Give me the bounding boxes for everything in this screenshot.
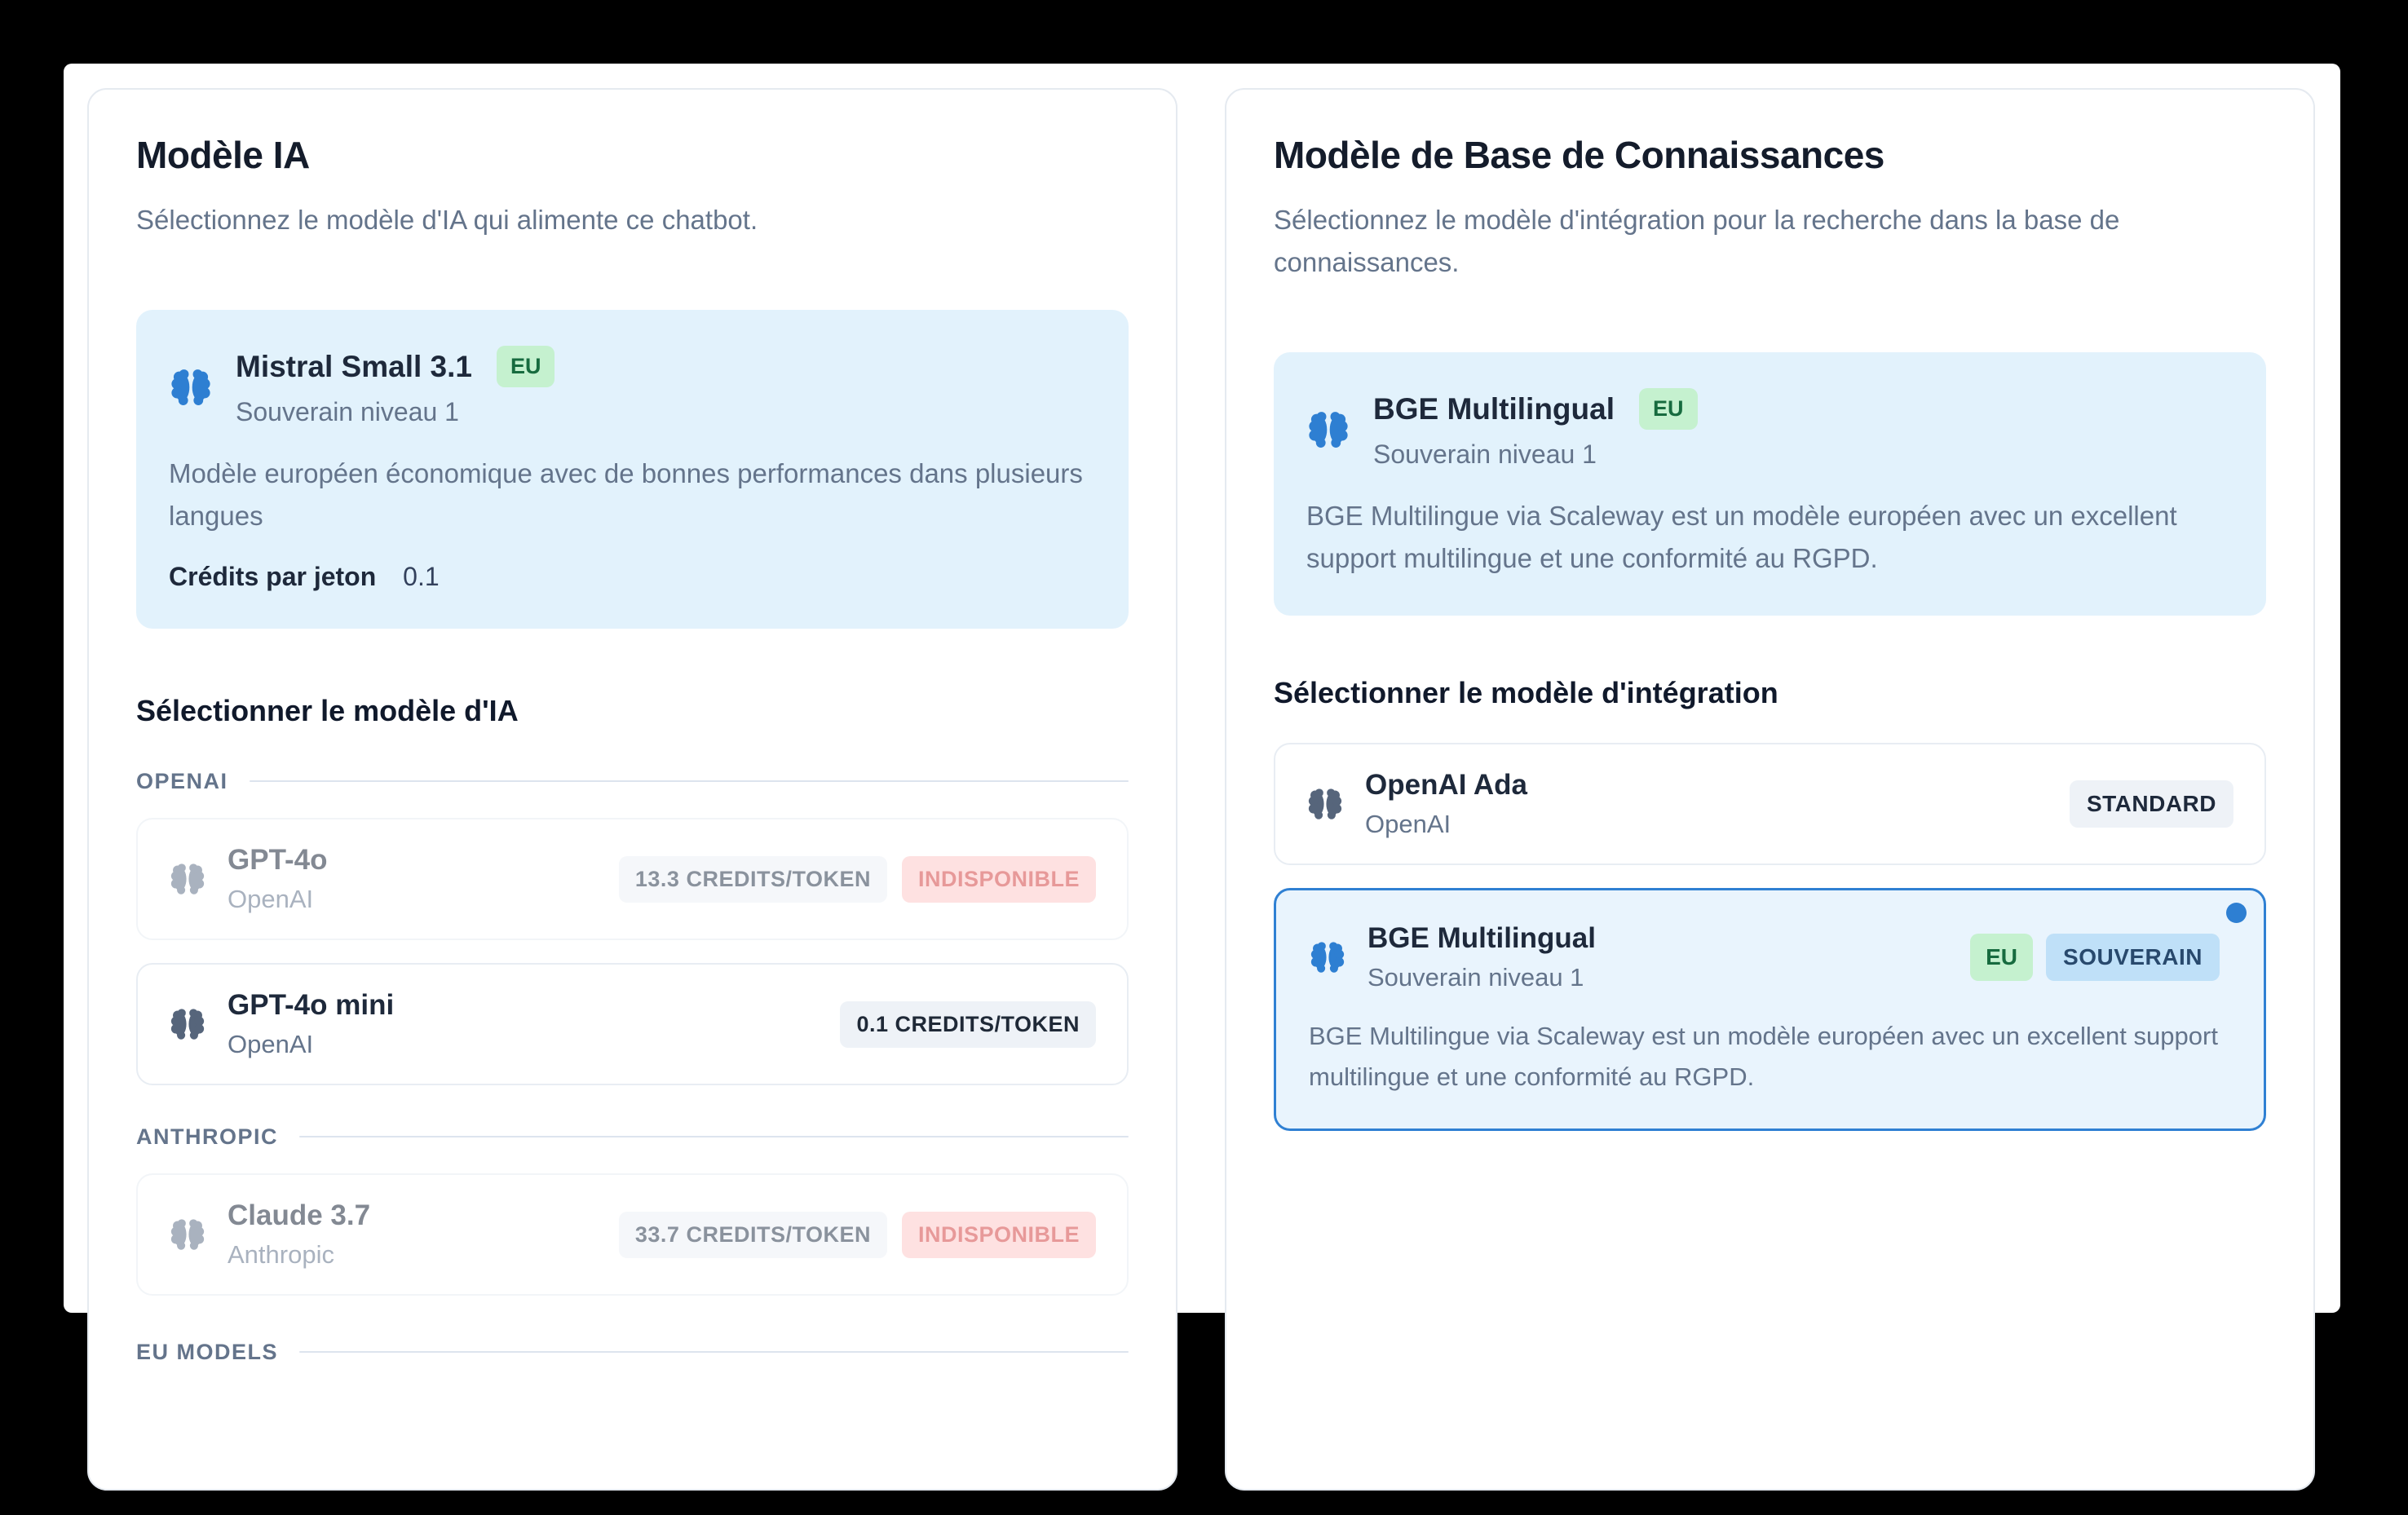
- credits-per-token-value: 0.1: [403, 562, 440, 591]
- section-divider: [250, 780, 1129, 782]
- model-name: Claude 3.7: [228, 1199, 371, 1231]
- brain-icon: [169, 1216, 206, 1253]
- ai-panel-title: Modèle IA: [136, 134, 310, 176]
- unavailable-badge: INDISPONIBLE: [902, 1212, 1096, 1258]
- credits-badge: 33.7 CREDITS/TOKEN: [619, 1212, 887, 1258]
- brain-icon: [169, 365, 213, 409]
- model-provider: Anthropic: [228, 1240, 334, 1269]
- kb-panel-subtitle: Sélectionnez le modèle d'intégration pour la recherche dans la base de connaissances.: [1274, 205, 2120, 277]
- model-option-claude-3-7[interactable]: [136, 1173, 1129, 1296]
- section-label: OPENAI: [136, 768, 228, 793]
- brain-icon: [1309, 939, 1346, 976]
- credits-per-token-label: Crédits par jeton: [169, 562, 377, 591]
- credits-badge: 13.3 CREDITS/TOKEN: [619, 856, 887, 903]
- ai-select-heading: Sélectionner le modèle d'IA: [136, 694, 519, 727]
- standard-badge: STANDARD: [2070, 780, 2233, 828]
- model-option-gpt-4o[interactable]: [136, 818, 1129, 940]
- model-description: BGE Multilingue via Scaleway est un modèle européen avec un excellent support multilingue et une conformité au RGPD.: [1309, 1022, 2218, 1091]
- selected-model-name: Mistral Small 3.1: [236, 349, 472, 383]
- selected-embedding-model-card: [1274, 352, 2266, 616]
- model-provider: OpenAI: [228, 1030, 314, 1058]
- souverain-badge: SOUVERAIN: [2046, 934, 2220, 981]
- section-openai: [136, 767, 1129, 795]
- kb-panel-title: Modèle de Base de Connaissances: [1274, 134, 1884, 176]
- selected-model-name: BGE Multilingual: [1373, 391, 1615, 426]
- brain-icon: [1306, 408, 1350, 452]
- ai-panel-subtitle: Sélectionnez le modèle d'IA qui alimente ce chatbot.: [136, 205, 758, 235]
- eu-badge: EU: [1639, 388, 1698, 430]
- embedding-option-openai-ada[interactable]: [1274, 743, 2266, 865]
- panel-ai-model: [87, 88, 1177, 1491]
- model-name: GPT-4o mini: [228, 989, 395, 1021]
- unavailable-badge: INDISPONIBLE: [902, 856, 1096, 903]
- model-name: GPT-4o: [228, 844, 328, 876]
- selected-indicator-dot: [2226, 903, 2247, 923]
- model-tier: Souverain niveau 1: [1367, 963, 1584, 992]
- selected-model-description: Modèle européen économique avec de bonnes performances dans plusieurs langues: [169, 458, 1083, 531]
- section-divider: [299, 1351, 1129, 1353]
- app-window: [64, 64, 2340, 1364]
- model-name: OpenAI Ada: [1365, 769, 1527, 801]
- brain-icon: [1306, 785, 1344, 823]
- model-name: BGE Multilingual: [1367, 922, 1596, 954]
- section-label: ANTHROPIC: [136, 1124, 278, 1149]
- brain-icon: [169, 860, 206, 898]
- selected-model-tier: Souverain niveau 1: [236, 397, 459, 426]
- model-option-gpt-4o-mini[interactable]: [136, 963, 1129, 1085]
- section-anthropic: [136, 1123, 1129, 1151]
- brain-icon: [169, 1005, 206, 1043]
- model-provider: OpenAI: [1365, 810, 1451, 838]
- selected-model-description: BGE Multilingue via Scaleway est un modèle européen avec un excellent support multilingue et une conformité au RGPD.: [1306, 501, 2177, 573]
- section-label: EU MODELS: [136, 1339, 279, 1364]
- settings-panels: [64, 64, 2340, 1515]
- eu-badge: EU: [497, 346, 555, 387]
- embedding-option-bge-multilingual-selected[interactable]: [1274, 888, 2266, 1131]
- credits-badge: 0.1 CREDITS/TOKEN: [840, 1001, 1096, 1048]
- eu-badge: EU: [1970, 934, 2033, 981]
- selected-ai-model-card: [136, 310, 1129, 629]
- selected-model-tier: Souverain niveau 1: [1373, 439, 1597, 469]
- panel-knowledge-base-model: [1225, 88, 2315, 1491]
- section-divider: [299, 1136, 1129, 1137]
- section-eu-models: [136, 1338, 1129, 1366]
- model-provider: OpenAI: [228, 885, 314, 913]
- kb-select-heading: Sélectionner le modèle d'intégration: [1274, 676, 1778, 709]
